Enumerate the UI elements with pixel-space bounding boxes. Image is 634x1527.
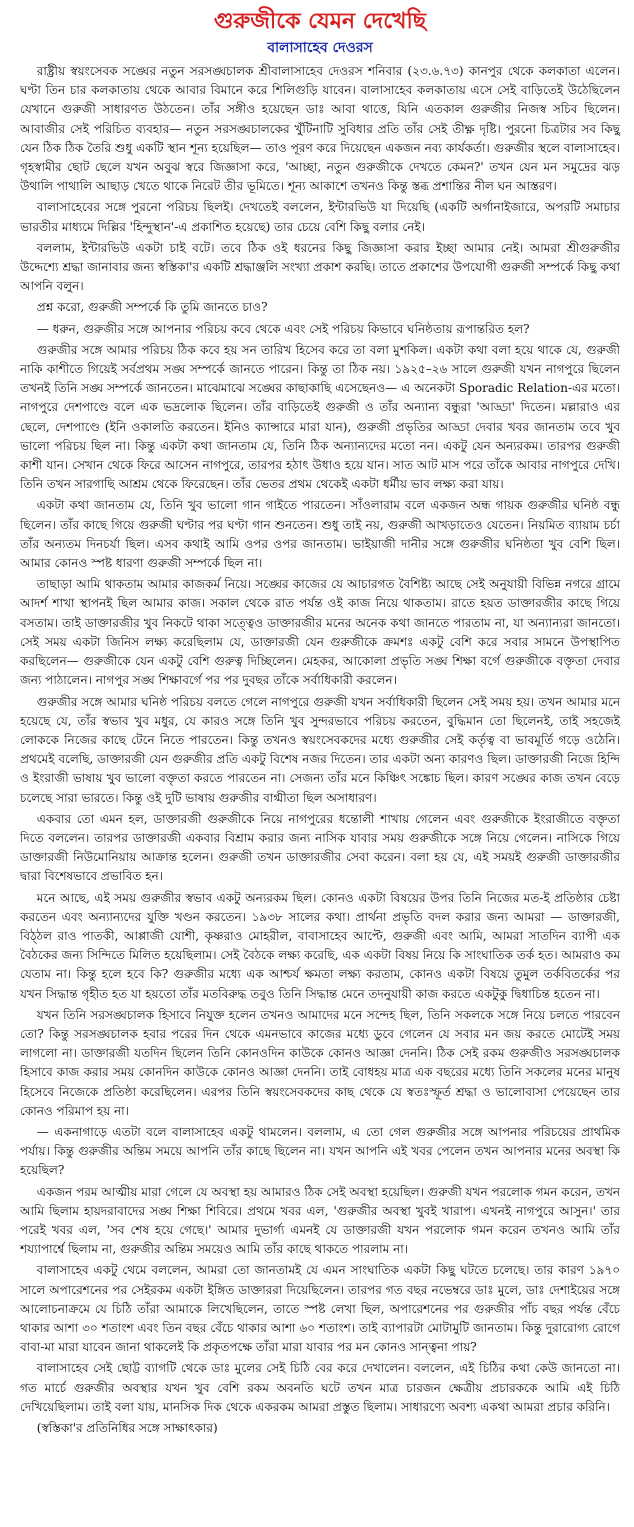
paragraph: গুরুজীর সঙ্গে আমার ঘনিষ্ঠ পরিচয় বলতে গেলে নাগপুরে গুরুজী যখন সর্বাধিকারী ছিলেন সেই সময় হয়। তখন আমার মনে হয়েছে যে, তাঁর স্বভাব খুব মধুর, যে কারও সঙ্গে তিনি খুব সুন্দরভাবে পরিচয় করতেন, বুদ্ধিমান তো ছিলেনই, তাই সহজেই লোককে নিজের কাছে টেনে নিতে পারতেন। কিন্তু তখনও স্বয়ংসেবকদের মধ্যে গুরুজীর সেই কর্তৃত্ব বা ভাবমূর্তি গড়ে ওঠেনি। প্রথমেই বলেছি, ডাক্তারজী যেন গুরুজীর প্রতি একটু বিশেষ নজর দিতেন। তার একটা অন্য কারণও ছিল। ডাক্তারজী নিজে হিন্দি ও ইংরাজী ভাষায় খুব ভালো বক্তৃতা করতে পারতেন না। সেজন্য তাঁর মনে কিঞ্চিৎ সঙ্কোচ ছিল। কারণ সঙ্ঘের কাজ তখন বেড়ে চলেছে সারা ভারতে। কিন্তু ওই দুটি ভাষায় গুরুজীর বাগ্মীতা ছিল অসাধারণ। xyxy=(20,694,620,805)
paragraph: বালাসাহেব একটু থেমে বললেন, আমরা তো জানতামই যে এমন সাংঘাতিক একটা কিছু ঘটতে চলেছে। তার কারণ ১৯৭০ সালে অপারেশনের পর সেইরকম একটা ইঙ্গিত ডাক্তাররা দিয়েছিলেন। তারপর গত বছর নভেম্বরে ডাঃ মুলে, ডাঃ দেশাইয়ের সঙ্গে আলোচনাক্রমে যে চিঠি তাঁরা আমাকে লিখেছিলেন, তাতে স্পষ্ট লেখা ছিল, অপারেশনের পর গুরুজীর পাঁচ বছর পর্যন্ত বেঁচে থাকার আশা ৩০ শতাংশ এবং তিন বছর বেঁচে থাকার আশা ৬০ শতাংশ। তাই ব্যাপারটা মোটামুটি জানতাম। কিন্তু দুরারোগ্য রোগে বাবা-মা মারা যাবেন জানা থাকলেই কি প্রকৃতপক্ষে তাঁরা মারা যাবার পর মন কোনও সান্ত্বনা পায়? xyxy=(20,1263,620,1355)
paragraph: বালাসাহেবের সঙ্গে পুরনো পরিচয় ছিলই। দেখতেই বললেন, ইন্টারভিউ যা দিয়েছি (একটি অর্গানাইজারে, অপরটি সমাচার ভারতীর মাধ্যমে দিল্লির 'হিন্দুস্থান'-এ প্রকাশিত হয়েছে) তার চেয়ে বেশি কিছু বলার নেই। xyxy=(20,200,620,234)
paragraph: একবার তো এমন হল, ডাক্তারজী গুরুজীকে নিয়ে নাগপুরের ধন্তোলী শাখায় গেলেন এবং গুরুজীকে ইংরাজীতে বক্তৃতা দিতে বললেন। তারপর ডাক্তারজী একবার বিশ্রাম করার জন্য নাসিক যাবার সময় গুরুজীকে সঙ্গে নিয়ে গেলেন। নাসিকে গিয়ে ডাক্তারজী নিউমোনিয়ায় আক্রান্ত হলেন। গুরুজী তখন ডাক্তারজীর সেবা করেন। বলা হয় যে, এই সময়ই গুরুজী ডাক্তারজীর দ্বারা বিশেষভাবে প্রভাবিত হন। xyxy=(20,811,620,884)
paragraph: বললাম, ইন্টারভিউ একটা চাই বটে। তবে ঠিক ওই ধরনের কিছু জিজ্ঞাসা করার ইচ্ছা আমার নেই। আমরা শ্রীগুরুজীর উদ্দেশ্যে শ্রদ্ধা জানাবার জন্য স্বস্তিকা'র একটি শ্রদ্ধাঞ্জলি সংখ্যা প্রকাশ করছি। তাতে প্রকাশের উপযোগী গুরুজী সম্পর্কে কিছু কথা আপনি বলুন। xyxy=(20,240,620,294)
article-body xyxy=(20,62,620,1438)
article-credit: (স্বস্তিকা'র প্রতিনিধির সঙ্গে সাক্ষাৎকার) xyxy=(36,1421,218,1436)
paragraph: একজন পরম আত্মীয় মারা গেলে যে অবস্থা হয় আমারও ঠিক সেই অবস্থা হয়েছিল। গুরুজী যখন পরলোক গমন করেন, তখন আমি ছিলাম হায়দরাবাদের সঙ্ঘ শিক্ষা শিবিরে। প্রথমে খবর এল, 'গুরুজীর অবস্থা খুবই খারাপ। এখনই নাগপুরে আসুন।' তার পরেই খবর এল, 'সব শেষ হয়ে গেছে।' আমার দুভার্গ্য এমনই যে ডাক্তারজী যখন পরলোক গমন করেন তখনও আমি তাঁর শয্যাপার্শ্বে ছিলাম না, গুরুজীর অন্তিম সময়েও আমি তাঁর কাছে থাকতে পারলাম না। xyxy=(20,1184,621,1257)
paragraph: যখন তিনি সরসঙ্ঘচালক হিসাবে নিযুক্ত হলেন তখনও আমাদের মনে সন্দেহ ছিল, তিনি সকলকে সঙ্গে নিয়ে চলতে পারবেন তো? কিন্তু সরসঙ্ঘচালক হবার পরের দিন থেকে এমনভাবে কাজের মধ্যে ডুবে গেলেন যে সবার মন জয় করতে মোটেই সময় লাগলো না। ডাক্তারজী যতদিন ছিলেন তিনি কোনওদিন কাউকে কোনও আজ্ঞা দেননি। ঠিক সেই রকম গুরুজীও সরসঙ্ঘচালক হিসাবে কাজ করার সময় কোনদিন কাউকে কোনও আজ্ঞা দেননি। তাই বোধহয় মাত্র এক বছরের মধ্যে তিনি সকলের মনের মানুষ হিসেবে নিজেকে প্রতিষ্ঠা করেছিলেন। এরপর তিনি স্বয়ংসেবকদের কাছ থেকে যে স্বতঃস্ফূর্ত শ্রদ্ধা ও ভালোবাসা পেয়েছেন তার কোনও পরিমাপ হয় না। xyxy=(20,1007,620,1118)
question: — ধরুন, গুরুজীর সঙ্গে আপনার পরিচয় কবে থেকে এবং সেই পরিচয় কিভাবে ঘনিষ্ঠতায় রূপান্তরিত হল? xyxy=(36,321,530,336)
paragraph: একটা কথা জানতাম যে, তিনি খুব ভালো গান গাইতে পারতেন। সাঁওলারাম বলে একজন অন্ধ গায়ক গুরুজীর ঘনিষ্ঠ বন্ধু ছিলেন। তাঁর কাছে গিয়ে গুরুজী ঘণ্টার পর ঘণ্টা গান শুনতেন। শুধু তাই নয়, গুরুজী আখড়াতেও যেতেন। নিয়মিত ব্যায়াম চর্চা তাঁর অন্যতম দিনচর্যা ছিল। এসব কথাই আমি ওপর ওপর জানতাম। ভাইয়াজী দানীর সঙ্গে গুরুজীর ঘনিষ্ঠতা খুব বেশি ছিল। আমার কোনও স্পষ্ট ধারণা গুরুজী সম্পর্কে ছিল না। xyxy=(20,498,620,571)
question: — একনাগাড়ে এতটা বলে বালাসাহেব একটু থামলেন। বললাম, এ তো গেল গুরুজীর সঙ্গে আপনার পরিচয়ের প্রাথমিক পর্যায়। কিন্তু গুরুজীর অন্তিম সময়ে আপনি তাঁর কাছে ছিলেন না। যখন আপনি এই খবর পেলেন তখন আপনার মনের অবস্থা কি হয়েছিল? xyxy=(20,1124,620,1178)
article-author: বালাসাহেব দেওরস xyxy=(267,40,373,56)
paragraph: বালাসাহেব সেই ছোট্ট ব্যাগটি থেকে ডাঃ মুলের সেই চিঠি বের করে দেখালেন। বললেন, এই চিঠির কথা কেউ জানতো না। গত মার্চে গুরুজীর অবস্থার যখন খুব বেশি রকম অবনতি ঘটে তখন মাত্র চারজন ক্ষেত্রীয় প্রচারককে আমি এই চিঠি দেখিয়েছিলাম। তাই বলা যায়, মানসিক দিক থেকে একরকম আমরা প্রস্তুত ছিলাম। সাধারণ্যে অবশ্য একথা আমরা প্রচার করিনি। xyxy=(20,1361,620,1414)
paragraph: মনে আছে, এই সময় গুরুজীর স্বভাব একটু অন্যরকম ছিল। কোনও একটা বিষয়ের উপর তিনি নিজের মত-ই প্রতিষ্ঠার চেষ্টা করতেন এবং অন্যান্যদের যুক্তি খণ্ডন করতেন। ১৯৩৮ সালের কথা। প্রার্থনা প্রভৃতি বদল করার জন্য আমরা — ডাক্তারজী, বিঠ্ঠল রাও পাতকী, আপ্পাজী যোশী, কৃষ্ণরাও মোহরীল, বাবাসাহেব আপ্টে, গুরুজী এবং আমি, আমরা সাতদিন ব্যাপী এক বৈঠকের জন্য সিন্দিতে মিলিত হয়েছিলাম। সেই বৈঠকে লক্ষ্য করেছি, এক একটা বিষয় নিয়ে কি সাংঘাতিক তর্ক হত। আমরাও কম যেতাম না। কিন্তু হলে হবে কি? গুরুজীর মধ্যে এক আশ্চর্য ক্ষমতা লক্ষ্য করতাম, কোনও একটা বিষয়ে তুমুল তর্কবিতর্কের পর যখন সিদ্ধান্ত গৃহীত হত যা হয়তো তাঁর মতবিরুদ্ধ তবুও তিনি সিদ্ধান্ত মেনে তদনুযায়ী কাজ করতে একটুকু দ্বিধাচিন্ত হতেন না। xyxy=(20,890,620,1001)
paragraph: রাষ্ট্রীয় স্বয়ংসেবক সঙ্ঘের নতুন সরসঙ্ঘচালক শ্রীবালাসাহেব দেওরস শনিবার (২৩.৬.৭৩) কানপুর থেকে কলকাতা এলেন। ঘণ্টা তিন চার কলকাতায় থেকে আবার বিমানে করে শিলিগুড়ি যাবেন। বালাসাহেব কলকাতায় এসে সেই বাড়িতেই উঠেছিলেন যেখানে গুরুজী সাধারণত উঠতেন। তাঁর সঙ্গীও হয়েছেন ডাঃ আবা থাত্তে, যিনি এতকাল গুরুজীর নিজস্ব সচিব ছিলেন। আবাজীর সেই পরিচিত ব্যবহার— নতুন সরসঙ্ঘচালকের খুঁটিনাটি সুবিধার প্রতি তাঁর সেই তীক্ষ্ণ দৃষ্টি। পুরনো চিত্রটার সব কিছু যেন ঠিক ঠিক তৈরি শুধু একটি স্থান শূন্য হয়েছিল— তাও পূরণ করে দিয়েছেন একজন নব্য কার্যকর্তা। গুরুজীর স্থলে বালাসাহেব। গৃহস্বামীর ছোট ছেলে যখন অবুঝ স্বরে জিজ্ঞাসা করে, 'আচ্ছা, নতুন গুরুজীকে দেখতে কেমন?' তখন যেন মন সমুদ্রের ঝড় উথালি পাথালি আছাড় খেতে থাকে নিরেট তীর ভূমিতে। শূন্য আকাশে তখনও কিন্তু স্তব্ধ প্রশান্তির নীল ঘন আস্তরণ। xyxy=(20,64,620,194)
question: প্রশ্ন করো, গুরুজী সম্পর্কে কি তুমি জানতে চাও? xyxy=(36,300,268,315)
article-title: গুরুজীকে যেমন দেখেছি xyxy=(213,9,427,34)
paragraph: তাছাড়া আমি থাকতাম আমার কাজকর্ম নিয়ে। সঙ্ঘের কাজের যে আচারগত বৈশিষ্ট্য আছে সেই অনুযায়ী বিভিন্ন নগরে গ্রামে আদর্শ শাখা স্থাপনই ছিল আমার কাজ। সকাল থেকে রাত পর্যন্ত ওই কাজ নিয়ে থাকতাম। রাতে হয়ত ডাক্তারজীর কাছে গিয়ে বসতাম। তাই ডাক্তারজীর খুব নিকটে থাকা সত্ত্বেও ডাক্তারজীর মনের অনেক কথা জানতে পারতাম না, যা অন্যান্যরা জানতো। সেই সময় একটা জিনিস লক্ষ্য করেছিলাম যে, ডাক্তারজী যেন গুরুজীকে ক্রমশঃ একটু বেশি করে সবার সামনে উপস্থাপিত করছিলেন— গুরুজীকে যেন একটু বেশি গুরুত্ব দিচ্ছিলেন। মেহকর, আকোলা প্রভৃতি সঙ্ঘ শিক্ষা বর্গে গুরুজীকে বক্তৃতা দেবার জন্য পাঠালেন। নাগপুর সঙ্ঘ শিক্ষাবর্গে পর পর দুবছর তাঁকে সর্বাধিকারী করলেন। xyxy=(20,577,620,688)
paragraph: গুরুজীর সঙ্গে আমার পরিচয় ঠিক কবে হয় সন তারিখ হিসেব করে তা বলা মুশকিল। একটা কথা বলা হয়ে থাকে যে, গুরুজী নাকি কাশীতে গিয়েই সর্বপ্রথম সঙ্ঘ সম্পর্কে জানতে পারেন। কিন্তু তা ঠিক নয়। ১৯২৫–২৬ সালে গুরুজী যখন নাগপুরে ছিলেন তখনই তিনি সঙ্ঘ সম্পর্কে জানতেন। মাঝেমাঝে সঙ্ঘের কাছাকাছি এসেছেনও— এ অনেকটা Sporadic Relation-এর মতো। নাগপুরে দেশপাণ্ডে বলে এক ভদ্রলোক ছিলেন। তাঁর বাড়িতেই গুরুজী ও তাঁর অন্যান্য বন্ধুরা 'আড্ডা' দিতেন। মল্লারাও এর ছেলে, দেশপাণ্ডে (ইনি ওকালতি করতেন। ইনিও ক্যান্সারে মারা যান), গুরুজী প্রভৃতির আড্ডা দেবার খবর জানতাম তবে খুব ভালো পরিচয় ছিল না। কিন্তু একটা কথা জানতাম যে, তিনি ঠিক অন্যান্যদের মতো নন। একটু যেন অন্যরকম। তারপর গুরুজী কাশী যান। সেখান থেকে ফিরে আসেন নাগপুরে, তারপর হঠাৎ উধাও হয়ে যান। সাত আট মাস পরে তাঁকে আবার নাগপুরে দেখি। তিনি তখন সারগাছি আশ্রম থেকে ফিরেছেন। তাঁর ভেতর প্রথম থেকেই একটা ধর্মীয় ভাব লক্ষ্য করা যায়। xyxy=(20,342,620,492)
